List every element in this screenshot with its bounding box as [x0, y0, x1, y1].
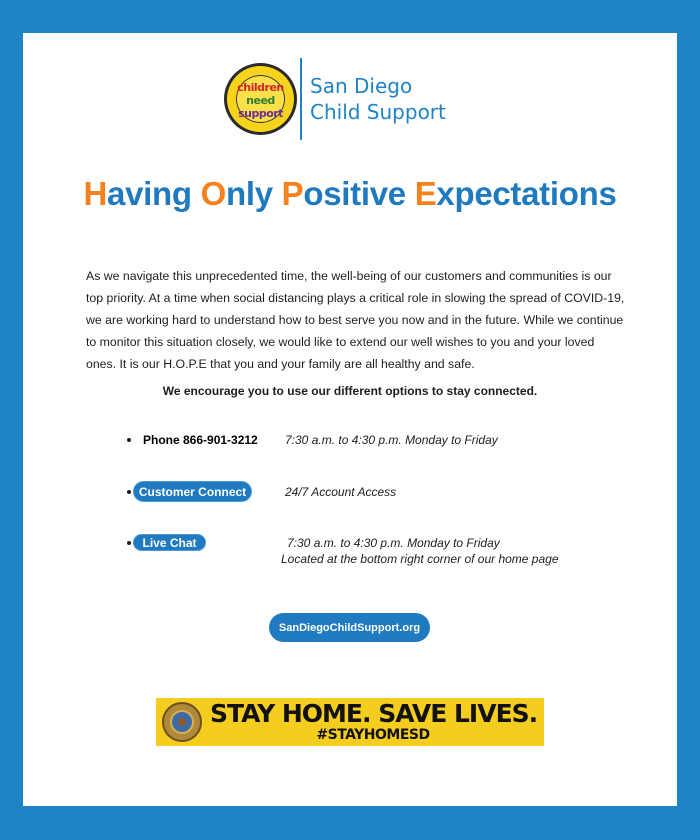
headline-initial-o: O [200, 175, 226, 212]
children-need-support-seal-icon [224, 63, 297, 135]
bullet-icon [127, 541, 131, 545]
live-chat-button[interactable]: Live Chat [133, 534, 206, 551]
brand-line-1: San Diego [310, 74, 413, 98]
headline-initial-p: P [281, 175, 304, 212]
live-chat-location: Located at the bottom right corner of our home page [281, 552, 559, 566]
page-title [23, 175, 677, 213]
intro-paragraph: As we navigate this unprecedented time, the well-being of our customers and communities is our top priority. At a time when social distancing plays a critical role in slowing the spread of COVID-19, we are working hard to understand how to best serve you now and in the future. While we continue to monitor this situation closely, we would like to extend our well wishes to you and your loved ones. It is our H.O.P.E that you and your family are all healthy and safe. [86, 269, 625, 371]
stay-home-banner [156, 698, 544, 746]
headline-word-4: xpectations [436, 175, 617, 212]
banner-hashtag: #STAYHOMESD [316, 727, 430, 743]
logo-word-need: need [246, 94, 275, 107]
brand-line-2: Child Support [310, 100, 446, 124]
headline-initial-h: H [83, 175, 108, 212]
email-card [23, 33, 677, 806]
headline-initial-e: E [414, 175, 437, 212]
logo-word-support: support [238, 107, 283, 120]
phone-hours: 7:30 a.m. to 4:30 p.m. Monday to Friday [285, 433, 498, 447]
headline-word-3: ositive [303, 175, 406, 212]
headline-word-2: nly [225, 175, 273, 212]
customer-connect-detail: 24/7 Account Access [285, 485, 397, 499]
website-link-button[interactable]: SanDiegoChildSupport.org [269, 613, 430, 642]
headline-word-1: aving [107, 175, 192, 212]
brand-name [310, 73, 446, 125]
banner-main-text: STAY HOME. SAVE LIVES. [210, 699, 538, 728]
header-divider [300, 58, 302, 140]
encourage-text: We encourage you to use our different options to stay connected. [162, 384, 538, 398]
bullet-icon [127, 438, 131, 442]
phone-number: Phone 866-901-3212 [143, 433, 258, 447]
bullet-icon [127, 490, 131, 494]
customer-connect-button[interactable]: Customer Connect [133, 481, 252, 502]
live-chat-hours: 7:30 a.m. to 4:30 p.m. Monday to Friday [287, 536, 500, 550]
logo-word-children: children [237, 81, 284, 94]
